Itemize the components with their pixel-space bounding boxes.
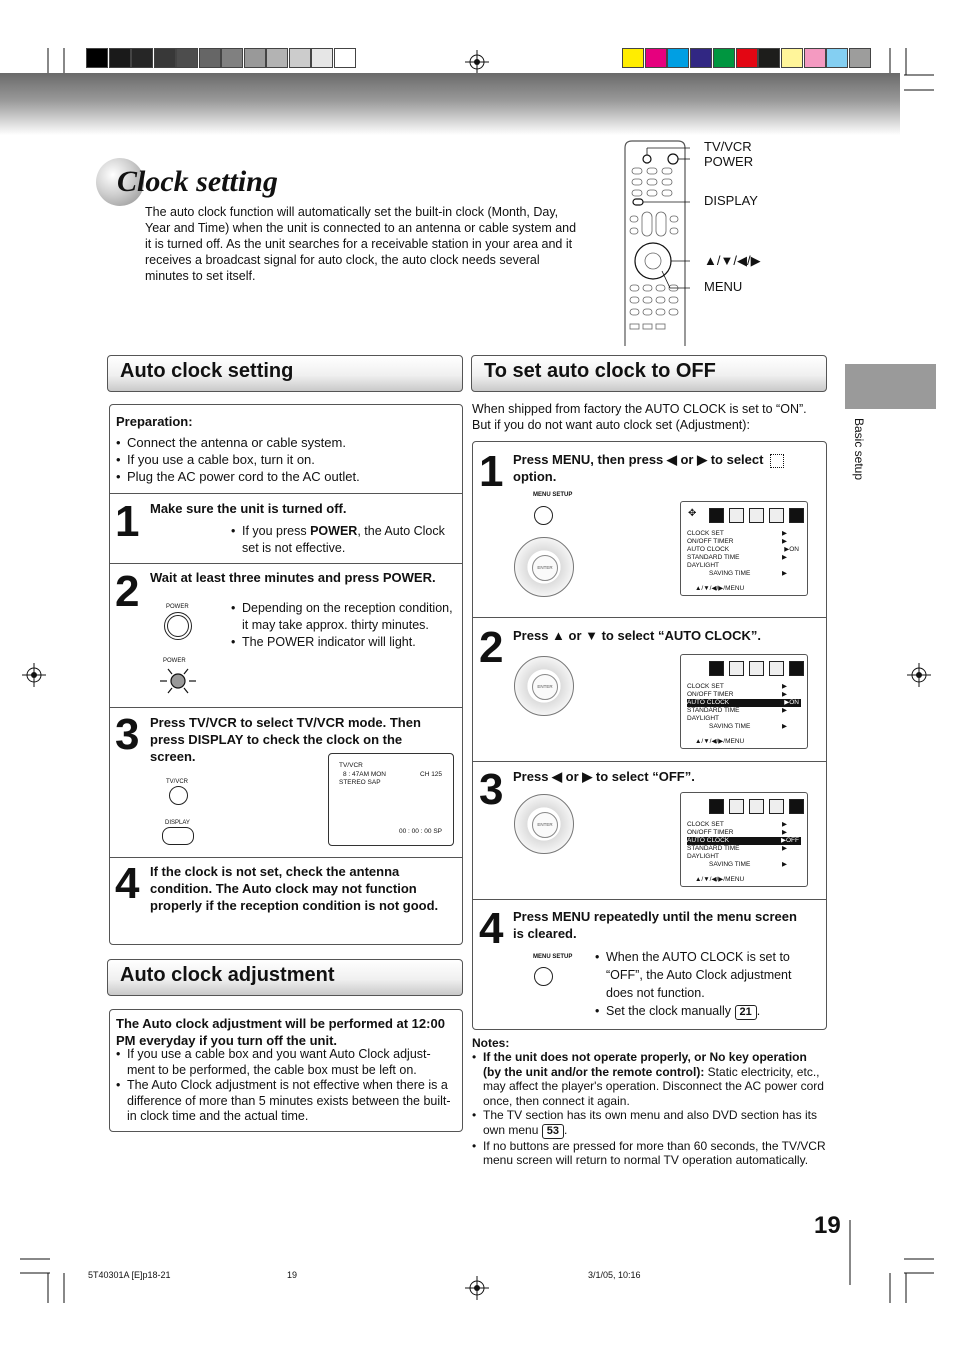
grey-swatch: [266, 48, 288, 68]
list-item: • If you use a cable box and you want Auto Clock adjust-ment to be performed, the cable box must be left on.: [116, 1047, 456, 1078]
grey-swatch: [311, 48, 333, 68]
list-item: • The TV section has its own menu and also DVD section has its own menu 53 .: [472, 1108, 826, 1139]
notes-title: Notes:: [472, 1036, 510, 1050]
off-step3-title: Press ◀ or ▶ to select “OFF”.: [513, 769, 695, 784]
list-item: • The Auto Clock adjustment is not effective when there is a difference of more than 5 minutes exists between the built-in clock time and the actual time.: [116, 1078, 456, 1125]
color-swatch: [804, 48, 826, 68]
menu-item: ON/OFF TIMER: [687, 691, 734, 698]
grey-swatch: [131, 48, 153, 68]
step2-notes: [231, 600, 453, 651]
menu-item: ON/OFF TIMER: [687, 538, 734, 545]
power-indicator-label: POWER: [163, 658, 186, 664]
footer-page: 19: [287, 1270, 298, 1280]
section-heading-auto-clock-off: To set auto clock to OFF: [471, 355, 827, 392]
footer-date: 3/1/05, 10:16: [588, 1270, 641, 1280]
screen-audio: STEREO SAP: [339, 779, 381, 786]
screen-counter: 00 : 00 : 00 SP: [399, 828, 443, 835]
menu-item: DAYLIGHT: [687, 715, 720, 722]
off-step-number-3: 3: [479, 765, 504, 814]
list-item: • Depending on the reception condition, it may take approx. thirty minutes.: [231, 600, 453, 634]
remote-label-menu: MENU: [704, 279, 743, 294]
section-tab: [845, 364, 936, 409]
grey-swatch: [289, 48, 311, 68]
page-number: 19: [814, 1212, 841, 1239]
remote-label-power: POWER: [704, 154, 754, 169]
off-step4-title: Press MENU repeatedly until the menu screen is cleared.: [513, 909, 797, 941]
menu-item: STANDARD TIME: [687, 845, 740, 852]
step-number-2: 2: [115, 567, 140, 616]
remote-label-tvvcr: TV/VCR: [704, 139, 752, 154]
off-step1-title: [513, 451, 813, 485]
section-heading-auto-clock-adjustment: Auto clock adjustment: [107, 959, 463, 996]
remote-label-display: DISPLAY: [704, 193, 758, 208]
header-gradient-band: [0, 73, 900, 135]
menu-setup-label: MENU SETUP: [533, 492, 573, 498]
divider: [473, 761, 826, 762]
menu-item: AUTO CLOCK: [687, 546, 730, 553]
menu-value: ▶ON: [784, 546, 799, 553]
adjustment-lead: The Auto clock adjustment will be performed at 12:00 PM everyday if you turn off the unit.: [116, 1016, 445, 1048]
off-step1-text: Press MENU, then press ◀ or ▶ to select: [513, 452, 764, 467]
remote-label-arrows: ▲/▼/◀/▶: [704, 253, 761, 268]
step-number-1: 1: [115, 497, 140, 546]
grey-swatch: [334, 48, 356, 68]
menu-item: CLOCK SET: [687, 821, 724, 828]
tvvcr-button[interactable]: [169, 786, 188, 805]
list-item: [472, 1050, 826, 1108]
grey-swatch: [221, 48, 243, 68]
page-title: Clock setting: [117, 165, 278, 198]
list-item: • If no buttons are pressed for more than 60 seconds, the TV/VCR menu screen will return to normal TV operation automatically.: [472, 1139, 826, 1168]
menu-footer: ▲/▼/◀/▶/MENU: [695, 585, 745, 592]
preparation-title: Preparation:: [116, 414, 193, 429]
step3-title: Press TV/VCR to select TV/VCR mode. Then press DISPLAY to check the clock on the screen.: [150, 715, 421, 764]
list-item: • If you use a cable box, turn it on.: [116, 451, 456, 468]
menu-setup-label: MENU SETUP: [533, 954, 573, 960]
list-item: • When the AUTO CLOCK is set to “OFF”, the Auto Clock adjustment does not function.: [595, 948, 810, 1002]
off-step-number-4: 4: [479, 904, 504, 953]
menu-item: DAYLIGHT: [687, 562, 720, 569]
menu-screen-2: CLOCK SET ▶ ON/OFF TIMER ▶ AUTO CLOCK ▶ON STANDARD TIME ▶ DAYLIGHT SAVING TIME ▶ ▲/▼/◀/▶/MENU: [680, 654, 808, 749]
grey-swatch: [86, 48, 108, 68]
step1-title: Make sure the unit is turned off.: [150, 501, 347, 516]
grey-swatch: [244, 48, 266, 68]
note1-rest: Static electricity, etc., may affect the player's operation. Disconnect the AC power cord once, then connect it again.: [483, 1064, 824, 1108]
menu-item: DAYLIGHT: [687, 853, 720, 860]
grey-swatch: [154, 48, 176, 68]
menu-item: ON/OFF TIMER: [687, 829, 734, 836]
color-swatch: [736, 48, 758, 68]
enter-button[interactable]: ENTER: [532, 674, 558, 700]
menu-footer: ▲/▼/◀/▶/MENU: [695, 738, 745, 745]
dpad-button[interactable]: [514, 656, 574, 716]
list-item: • Connect the antenna or cable system.: [116, 434, 456, 451]
tv-screen-display: [328, 753, 454, 846]
screen-channel: CH 125: [420, 771, 443, 778]
divider: [110, 493, 462, 494]
step4-title: If the clock is not set, check the antenna condition. The Auto clock may not function properly if the reception condition is not good.: [150, 864, 439, 913]
auto-clock-off-intro: When shipped from factory the AUTO CLOCK is set to “ON”. But if you do not want auto clock set (Adjustment):: [472, 402, 807, 432]
display-button-label: DISPLAY: [165, 820, 190, 826]
off-step1-text2: option.: [513, 469, 557, 484]
menu-item: SAVING TIME: [709, 723, 751, 730]
section-tab-label: Basic setup: [852, 418, 866, 481]
off-step-number-2: 2: [479, 623, 504, 672]
dpad-button[interactable]: [514, 794, 574, 854]
menu-item: CLOCK SET: [687, 530, 724, 537]
step1-note-bold: POWER: [310, 524, 358, 538]
divider: [473, 617, 826, 618]
menu-item-selected: AUTO CLOCK: [687, 699, 730, 706]
grey-swatch: [109, 48, 131, 68]
color-swatch: [849, 48, 871, 68]
color-swatch: [713, 48, 735, 68]
display-button[interactable]: [162, 827, 194, 845]
divider: [473, 899, 826, 900]
off-step-number-1: 1: [479, 447, 504, 496]
menu-value: ▶OFF: [781, 837, 799, 844]
step1-note-pre: If you press: [242, 524, 311, 538]
footer-file: 5T40301A [E]p18-21: [88, 1270, 171, 1280]
off-step2-title: Press ▲ or ▼ to select “AUTO CLOCK”.: [513, 628, 761, 643]
remote-control-illustration: [620, 138, 690, 348]
color-swatch: [826, 48, 848, 68]
screen-clock: 8 : 47AM MON: [343, 771, 386, 778]
step-number-4: 4: [115, 859, 140, 908]
enter-button[interactable]: ENTER: [532, 555, 558, 581]
color-swatch: [781, 48, 803, 68]
adjustment-list: [116, 1047, 456, 1125]
step1-note-post: , the Auto Clock set is not effective.: [242, 524, 445, 555]
divider: [110, 563, 462, 564]
note2-text: The TV section has its own menu and also DVD section has its own menu: [483, 1108, 817, 1137]
power-button-label: POWER: [166, 604, 189, 610]
menu-button[interactable]: [534, 967, 553, 986]
note1-bold: If the unit does not operate properly, or No key operation (by the unit and/or the remote control):: [483, 1050, 807, 1079]
enter-button[interactable]: ENTER: [532, 812, 558, 838]
menu-footer: ▲/▼/◀/▶/MENU: [695, 876, 745, 883]
divider: [110, 857, 462, 858]
dpad-button[interactable]: [514, 537, 574, 597]
notes-list: [472, 1050, 826, 1168]
step1-note: [231, 523, 453, 557]
power-indicator-icon: [158, 664, 198, 696]
manual-clock-note: Set the clock manually: [606, 1004, 732, 1018]
step-number-3: 3: [115, 710, 140, 759]
menu-button[interactable]: [534, 506, 553, 525]
menu-item-selected: AUTO CLOCK: [687, 837, 730, 844]
color-swatch: [622, 48, 644, 68]
list-item: • Set the clock manually 21 .: [595, 1002, 810, 1020]
menu-item: CLOCK SET: [687, 683, 724, 690]
menu-screen-1: ✥ CLOCK SET ▶ ON/OFF TIMER ▶ AUTO CLOCK ▶ON STANDARD TIME ▶ DAYLIGHT SAVING TIME ▶ ▲/▼/◀/▶/MENU: [680, 501, 808, 596]
divider: [110, 707, 462, 708]
color-swatch: [690, 48, 712, 68]
list-item: • Plug the AC power cord to the AC outlet.: [116, 468, 456, 485]
menu-item: SAVING TIME: [709, 861, 751, 868]
setup-icon: [770, 454, 784, 468]
menu-item: STANDARD TIME: [687, 554, 740, 561]
menu-value: ▶ON: [784, 699, 799, 706]
menu-item: STANDARD TIME: [687, 707, 740, 714]
menu-item: SAVING TIME: [709, 570, 751, 577]
step2-title: Wait at least three minutes and press POWER.: [150, 570, 436, 585]
grey-swatch: [199, 48, 221, 68]
preparation-list: [116, 434, 456, 485]
page-ref-21[interactable]: 21: [735, 1005, 757, 1020]
list-item: • The POWER indicator will light.: [231, 634, 453, 651]
color-swatch: [645, 48, 667, 68]
color-swatch: [758, 48, 780, 68]
nav-arrows-icon: ✥: [688, 508, 697, 519]
grey-swatch: [176, 48, 198, 68]
menu-screen-3: CLOCK SET ▶ ON/OFF TIMER ▶ AUTO CLOCK ▶OFF STANDARD TIME ▶ DAYLIGHT SAVING TIME ▶ ▲/▼/◀/▶/MENU: [680, 792, 808, 887]
power-icon: [167, 615, 189, 637]
page-ref-53[interactable]: 53: [542, 1124, 564, 1139]
section-heading-auto-clock-setting: Auto clock setting: [107, 355, 463, 392]
off-step4-notes: [595, 948, 810, 1020]
color-swatch: [667, 48, 689, 68]
tvvcr-button-label: TV/VCR: [166, 779, 189, 785]
intro-text: The auto clock function will automatically set the built-in clock (Month, Day, Year and Time) when the unit is connected to an antenna or cable system and it is turned off. As the unit searches for a receivable station in your area and it receives a broadcast signal for auto clock, the auto clock needs several minutes to set itself.: [145, 205, 577, 283]
screen-mode: TV/VCR: [339, 762, 363, 769]
